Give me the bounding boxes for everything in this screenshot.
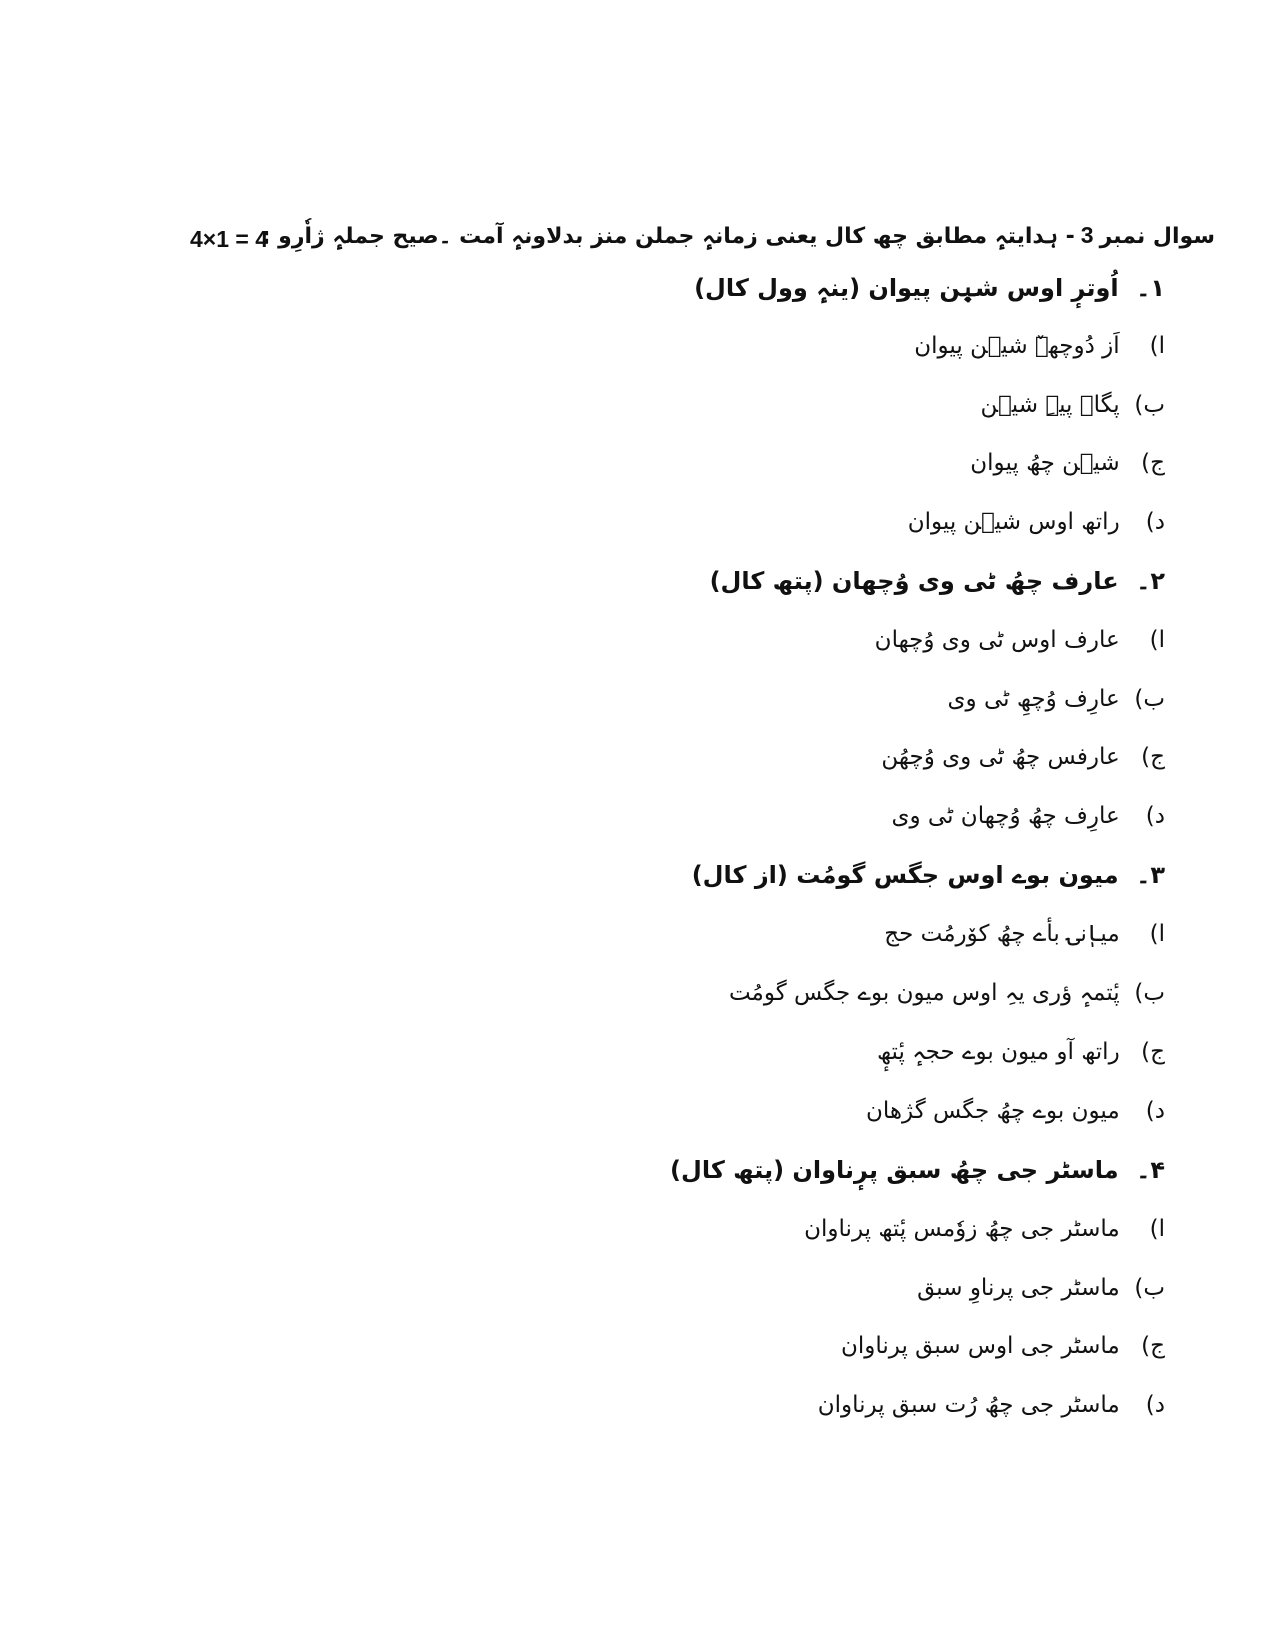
q3-option-b xyxy=(729,977,1165,1009)
question-1 xyxy=(694,272,1165,304)
option-label: د) xyxy=(1145,803,1165,829)
question-instruction: - ہدایتہٕ مطابق چھ کال یعنی زمانہٕ جملن منز بدلاونہٕ آمت ۔صیح جملہٕ ژاٗرِو : xyxy=(261,224,1075,249)
option-label: ا) xyxy=(1149,333,1165,359)
option-text: شیٖن چھُ پیوان xyxy=(970,450,1120,476)
option-text: عارِف چھُ وُچھان ٹی وی xyxy=(891,803,1120,829)
q2-option-a xyxy=(875,624,1165,656)
question-2 xyxy=(710,565,1165,597)
q4-option-b xyxy=(917,1272,1165,1304)
option-text: میون بوے چھُ جگس گژھان xyxy=(865,1098,1120,1124)
question-4-text: ماسٹر جی چھُ سبق پرٕناوان (پتھ کال) xyxy=(670,1156,1119,1184)
q4-option-d xyxy=(818,1389,1165,1421)
question-number: 3 xyxy=(1080,222,1094,248)
option-label: ج) xyxy=(1141,450,1165,476)
question-3 xyxy=(692,859,1165,891)
q1-option-d xyxy=(908,506,1165,538)
question-2-label: ۲۔ xyxy=(1136,567,1165,595)
option-text: ماسٹر جی پرناوِ سبق xyxy=(917,1275,1120,1301)
option-text: ماسٹر جی چھُ زوٗمس پٔتھ پرناوان xyxy=(804,1216,1120,1242)
question-3-text: میون بوے اوس جگس گومُت (از کال) xyxy=(691,861,1119,889)
option-text: راتھ اوس شیٖن پیوان xyxy=(907,509,1120,535)
option-label: ا) xyxy=(1149,921,1165,947)
q4-option-a xyxy=(804,1213,1165,1245)
question-4-label: ۴۔ xyxy=(1136,1156,1165,1184)
q3-option-a xyxy=(884,918,1165,950)
question-header xyxy=(262,222,1215,249)
option-label: ج) xyxy=(1141,744,1165,770)
option-text: پگاہ پیہِ شیٖن xyxy=(980,392,1120,418)
option-label: د) xyxy=(1145,1392,1165,1418)
option-label: ب) xyxy=(1134,686,1165,712)
option-label: ج) xyxy=(1141,1333,1165,1359)
option-text: ماسٹر جی اوس سبق پرناوان xyxy=(840,1333,1120,1359)
q2-option-b xyxy=(948,683,1165,715)
q3-option-d xyxy=(866,1095,1165,1127)
question-1-label: ۱۔ xyxy=(1136,274,1165,302)
option-label: ب) xyxy=(1134,1275,1165,1301)
option-label: د) xyxy=(1145,1098,1165,1124)
question-1-text: اُوترٕ اوس شیٖن پیوان (ینہٕ وول کال) xyxy=(694,274,1119,302)
option-text: میاٖنۍ بأے چھُ کوٚرمُت حج xyxy=(884,921,1120,947)
q2-option-d xyxy=(892,800,1166,832)
option-text: پٔتمہٕ ؤری یہِ اوس میون بوے جگس گومُت xyxy=(728,980,1120,1006)
option-text: عارف اوس ٹی وی وُچھان xyxy=(874,627,1120,653)
option-label: ا) xyxy=(1149,627,1165,653)
q2-option-c xyxy=(881,741,1165,773)
option-label: د) xyxy=(1145,509,1165,535)
option-label: ب) xyxy=(1134,980,1165,1006)
option-text: اَز دُوچھےٚ شیٖن پیوان xyxy=(914,333,1120,359)
question-2-text: عارف چھُ ٹی وی وُچھان (پتھ کال) xyxy=(709,567,1119,595)
question-3-label: ۳۔ xyxy=(1136,861,1165,889)
q1-option-a xyxy=(914,330,1165,362)
option-text: راتھ آو میون بوے حجہٕ پٔتھٕ xyxy=(876,1039,1120,1065)
option-label: ب) xyxy=(1134,392,1165,418)
option-label: ا) xyxy=(1149,1216,1165,1242)
q4-option-c xyxy=(841,1330,1165,1362)
option-text: ماسٹر جی چھُ رُت سبق پرناوان xyxy=(817,1392,1120,1418)
question-label: سوال نمبر xyxy=(1099,224,1215,249)
option-label: ج) xyxy=(1141,1039,1165,1065)
question-4 xyxy=(670,1154,1165,1186)
marks-total: 4×1 = 4 xyxy=(190,226,269,252)
option-text: عارفس چھُ ٹی وی وُچھُن xyxy=(881,744,1120,770)
option-text: عارِف وُچھِ ٹی وی xyxy=(947,686,1120,712)
q1-option-b xyxy=(980,389,1165,421)
q1-option-c xyxy=(970,447,1165,479)
q3-option-c xyxy=(877,1036,1165,1068)
